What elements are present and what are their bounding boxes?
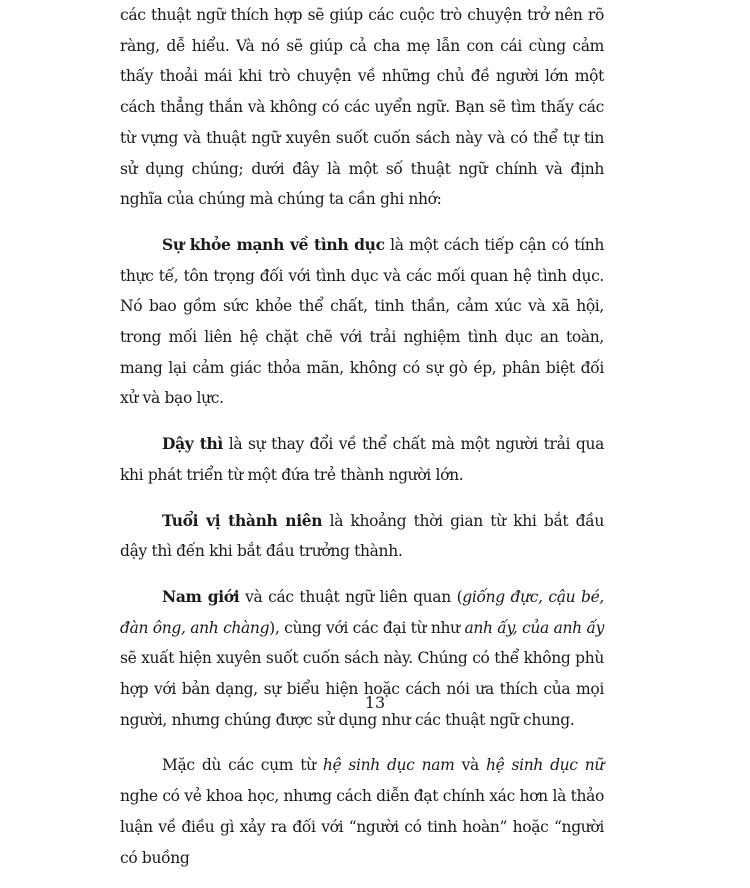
paragraph xyxy=(120,582,604,736)
paragraph-text: và xyxy=(454,756,486,775)
paragraph-text: là khoảng thời gian từ khi bắt đầu dậy thì đến khi bắt đầu trưởng thành. xyxy=(120,511,604,561)
term-heading: Tuổi vị thành niên xyxy=(162,510,323,530)
italic-text: hệ sinh dục nữ xyxy=(485,756,604,775)
italic-text: hệ sinh dục nam xyxy=(322,756,455,775)
term-heading: Sự khỏe mạnh về tình dục xyxy=(162,234,385,254)
paragraph xyxy=(120,230,604,414)
term-heading: Dậy thì xyxy=(162,434,223,454)
paragraph xyxy=(120,750,604,873)
term-heading: Nam giới xyxy=(162,586,240,606)
page-number: 13 xyxy=(364,693,386,712)
body-text xyxy=(120,0,604,888)
paragraph-text: nghe có vẻ khoa học, nhưng cách diễn đạt chính xác hơn là thảo luận về điều gì xảy ra đối với “người có tinh hoàn” hoặc “người có buồng xyxy=(120,787,604,867)
paragraph-text: là một cách tiếp cận có tính thực tế, tôn trọng đối với tình dục và các mối quan hệ tình dục. Nó bao gồm sức khỏe thể chất, tinh thần, cảm xúc và xã hội, trong mối liên hệ chặt chẽ với trải nghiệm tình dục an toàn, mang lại cảm giác thỏa mãn, không có sự gò ép, phân biệt đối xử và bạo lực. xyxy=(120,235,604,408)
italic-text: anh ấy, của anh ấy xyxy=(464,618,605,637)
paragraph xyxy=(120,506,604,567)
paragraph xyxy=(120,429,604,490)
paragraph xyxy=(120,0,604,215)
paragraph-text: ), cùng với các đại từ như xyxy=(269,618,465,637)
paragraph-text: các thuật ngữ thích hợp sẽ giúp các cuộc trò chuyện trở nên rõ ràng, dễ hiểu. Và nó sẽ giúp cả cha mẹ lẫn con cái cùng cảm thấy thoải mái khi trò chuyện về những chủ đề người lớn một cách thẳng thắn và không có các uyển ngữ. Bạn sẽ tìm thấy các từ vựng và thuật ngữ xuyên suốt cuốn sách này và có thể tự tin sử dụng chúng; dưới đây là một số thuật ngữ chính và định nghĩa của chúng mà chúng ta cần ghi nhớ: xyxy=(120,6,604,209)
italic-text: giống đực, cậu bé, đàn ông, anh chàng xyxy=(120,587,604,637)
paragraph-text: Mặc dù các cụm từ xyxy=(162,756,323,775)
paragraph-text: và các thuật ngữ liên quan ( xyxy=(239,587,463,606)
paragraph-text: sẽ xuất hiện xuyên suốt cuốn sách này. Chúng có thể không phù hợp với bản dạng, sự biểu hiện hoặc cách nói ưa thích của mọi người, nhưng chúng được sử dụng như các thuật ngữ chung. xyxy=(120,649,604,729)
paragraph-text: là sự thay đổi về thể chất mà một người trải qua khi phát triển từ một đứa trẻ thành người lớn. xyxy=(120,435,604,484)
